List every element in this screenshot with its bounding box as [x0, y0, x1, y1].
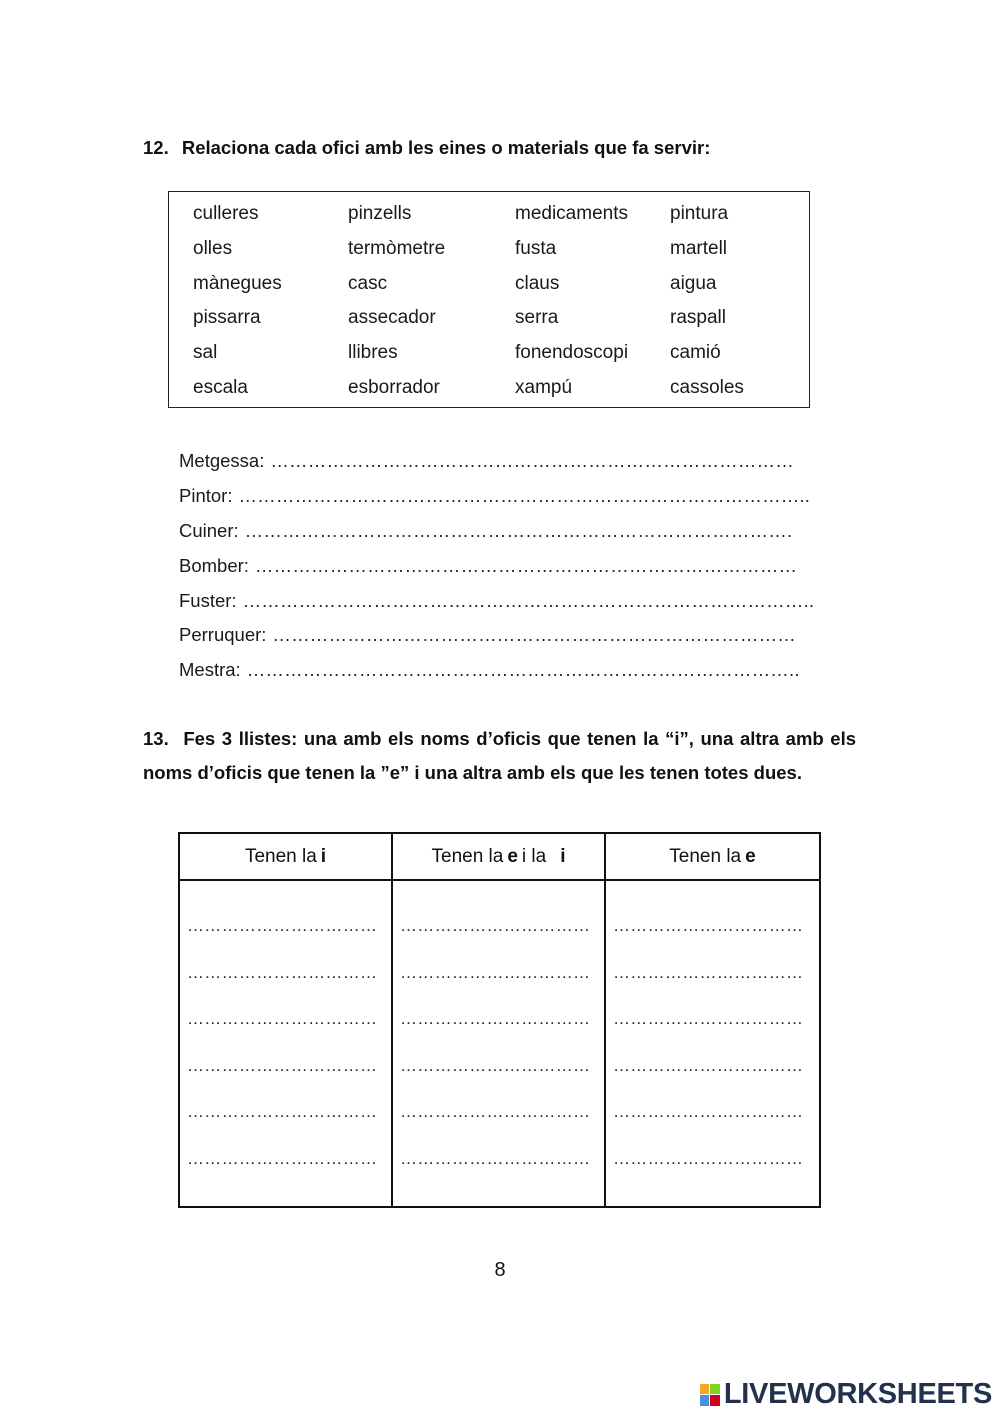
word-item: pissarra — [193, 307, 261, 329]
liveworksheets-icon — [700, 1384, 720, 1406]
word-item: casc — [348, 272, 388, 294]
word-item: sal — [193, 342, 218, 364]
answer-line[interactable] — [179, 548, 849, 583]
answer-label: Metgessa: — [179, 450, 265, 472]
answer-lines — [179, 444, 849, 688]
column-i[interactable] — [180, 881, 393, 1206]
lists-table — [178, 832, 821, 1208]
answer-line[interactable] — [179, 444, 849, 479]
list-entry-line[interactable]: …………………………… — [400, 1009, 591, 1028]
answer-dots[interactable]: ………………………………………………………………………… — [272, 624, 797, 646]
word-item: aigua — [670, 272, 717, 294]
word-item: xampú — [515, 376, 573, 398]
answer-label: Cuiner: — [179, 519, 239, 541]
header-middle: i la — [521, 845, 547, 867]
answer-label: Fuster: — [179, 589, 237, 611]
list-entry-line[interactable]: …………………………… — [187, 1055, 378, 1075]
header-tenen-i — [180, 834, 393, 881]
word-item: escala — [193, 376, 248, 398]
list-entry-line[interactable]: …………………………… — [400, 1102, 591, 1121]
list-entry-line[interactable]: …………………………… — [400, 916, 591, 935]
logo-tile — [700, 1395, 710, 1406]
header-letter: i — [560, 845, 566, 867]
word-item: raspall — [670, 307, 726, 329]
word-item: olles — [193, 238, 233, 260]
header-prefix: Tenen la — [244, 845, 317, 867]
list-entry-line[interactable]: …………………………… — [187, 1148, 378, 1168]
header-tenen-e — [606, 834, 819, 881]
word-item: llibres — [348, 342, 398, 364]
logo-tile — [700, 1384, 710, 1395]
word-item: martell — [670, 238, 728, 260]
list-entry-line[interactable]: …………………………… — [613, 916, 804, 935]
list-entry-line[interactable]: …………………………… — [187, 1102, 378, 1121]
answer-dots[interactable]: ………………………………………………………………………… — [270, 450, 794, 472]
word-bank-grid — [193, 197, 810, 405]
word-item: medicaments — [515, 203, 628, 225]
answer-label: Pintor: — [179, 485, 233, 507]
list-entry-line[interactable]: …………………………… — [613, 962, 804, 982]
answer-dots[interactable]: ……………………………………………………………………………….. — [238, 485, 811, 507]
answer-line[interactable] — [179, 653, 849, 688]
word-item: culleres — [193, 203, 259, 225]
header-prefix: Tenen la — [669, 845, 742, 867]
list-entry-line[interactable]: …………………………… — [400, 1148, 591, 1168]
brand-name: LIVEWORKSHEETS — [723, 1378, 992, 1410]
word-item: serra — [515, 307, 559, 329]
list-entry-line[interactable]: …………………………… — [613, 1102, 804, 1121]
logo-tile — [710, 1395, 720, 1406]
list-entry-line[interactable]: …………………………… — [400, 962, 591, 982]
question-text: Fes 3 llistes: una amb els noms d’oficis que tenen la “i”, una altra amb els noms d’oficis que tenen la ”e” i una altra amb els que les tenen totes dues. — [143, 728, 857, 783]
word-item: assecador — [348, 307, 436, 329]
word-bank-box — [168, 191, 810, 408]
question-number: 13. — [143, 728, 169, 749]
list-entry-line[interactable]: …………………………… — [187, 1009, 378, 1028]
list-entry-line[interactable]: …………………………… — [613, 1009, 804, 1028]
word-item: fonendoscopi — [515, 342, 629, 364]
list-entry-line[interactable]: …………………………… — [400, 1055, 591, 1075]
question-number: 12. — [143, 137, 169, 158]
answer-line[interactable] — [179, 514, 849, 549]
answer-label: Perruquer: — [179, 624, 267, 646]
header-letter: e — [507, 845, 518, 867]
header-tenen-e-i — [393, 834, 606, 881]
question-text: Relaciona cada ofici amb les eines o materials que fa servir: — [181, 137, 711, 158]
header-letter: e — [745, 845, 756, 867]
word-item: mànegues — [193, 272, 282, 294]
answer-dots[interactable]: ……………………………………………………………………………….. — [242, 589, 815, 611]
page-number: 8 — [494, 1259, 506, 1281]
list-entry-line[interactable]: …………………………… — [613, 1148, 804, 1168]
word-item: termòmetre — [348, 238, 446, 260]
word-item: pintura — [670, 203, 729, 225]
answer-line[interactable] — [179, 583, 849, 618]
question-12-title — [143, 131, 710, 165]
list-entry-line[interactable]: …………………………… — [187, 916, 378, 935]
answer-dots[interactable]: ……………………………………………………………………………. — [244, 519, 793, 541]
word-item: pinzells — [348, 203, 412, 225]
word-item: esborrador — [348, 376, 440, 398]
word-item: claus — [515, 272, 560, 294]
column-e[interactable] — [606, 881, 819, 1206]
list-entry-line[interactable]: …………………………… — [613, 1055, 804, 1075]
answer-line[interactable] — [179, 479, 849, 514]
header-letter: i — [320, 845, 327, 867]
list-entry-line[interactable]: …………………………… — [187, 962, 378, 982]
column-e-i[interactable] — [393, 881, 606, 1206]
liveworksheets-logo — [700, 1378, 992, 1411]
word-item: camió — [670, 342, 721, 364]
logo-tile — [710, 1384, 720, 1395]
answer-line[interactable] — [179, 618, 849, 653]
header-prefix: Tenen la — [431, 845, 504, 867]
answer-label: Mestra: — [179, 659, 241, 681]
word-item: cassoles — [670, 376, 744, 398]
answer-label: Bomber: — [179, 554, 249, 576]
answer-dots[interactable]: …………………………………………………………………………… — [254, 554, 798, 576]
answer-dots[interactable]: …………………………………………………………………………….. — [246, 659, 800, 681]
word-item: fusta — [515, 238, 557, 260]
question-13-title — [143, 722, 856, 790]
